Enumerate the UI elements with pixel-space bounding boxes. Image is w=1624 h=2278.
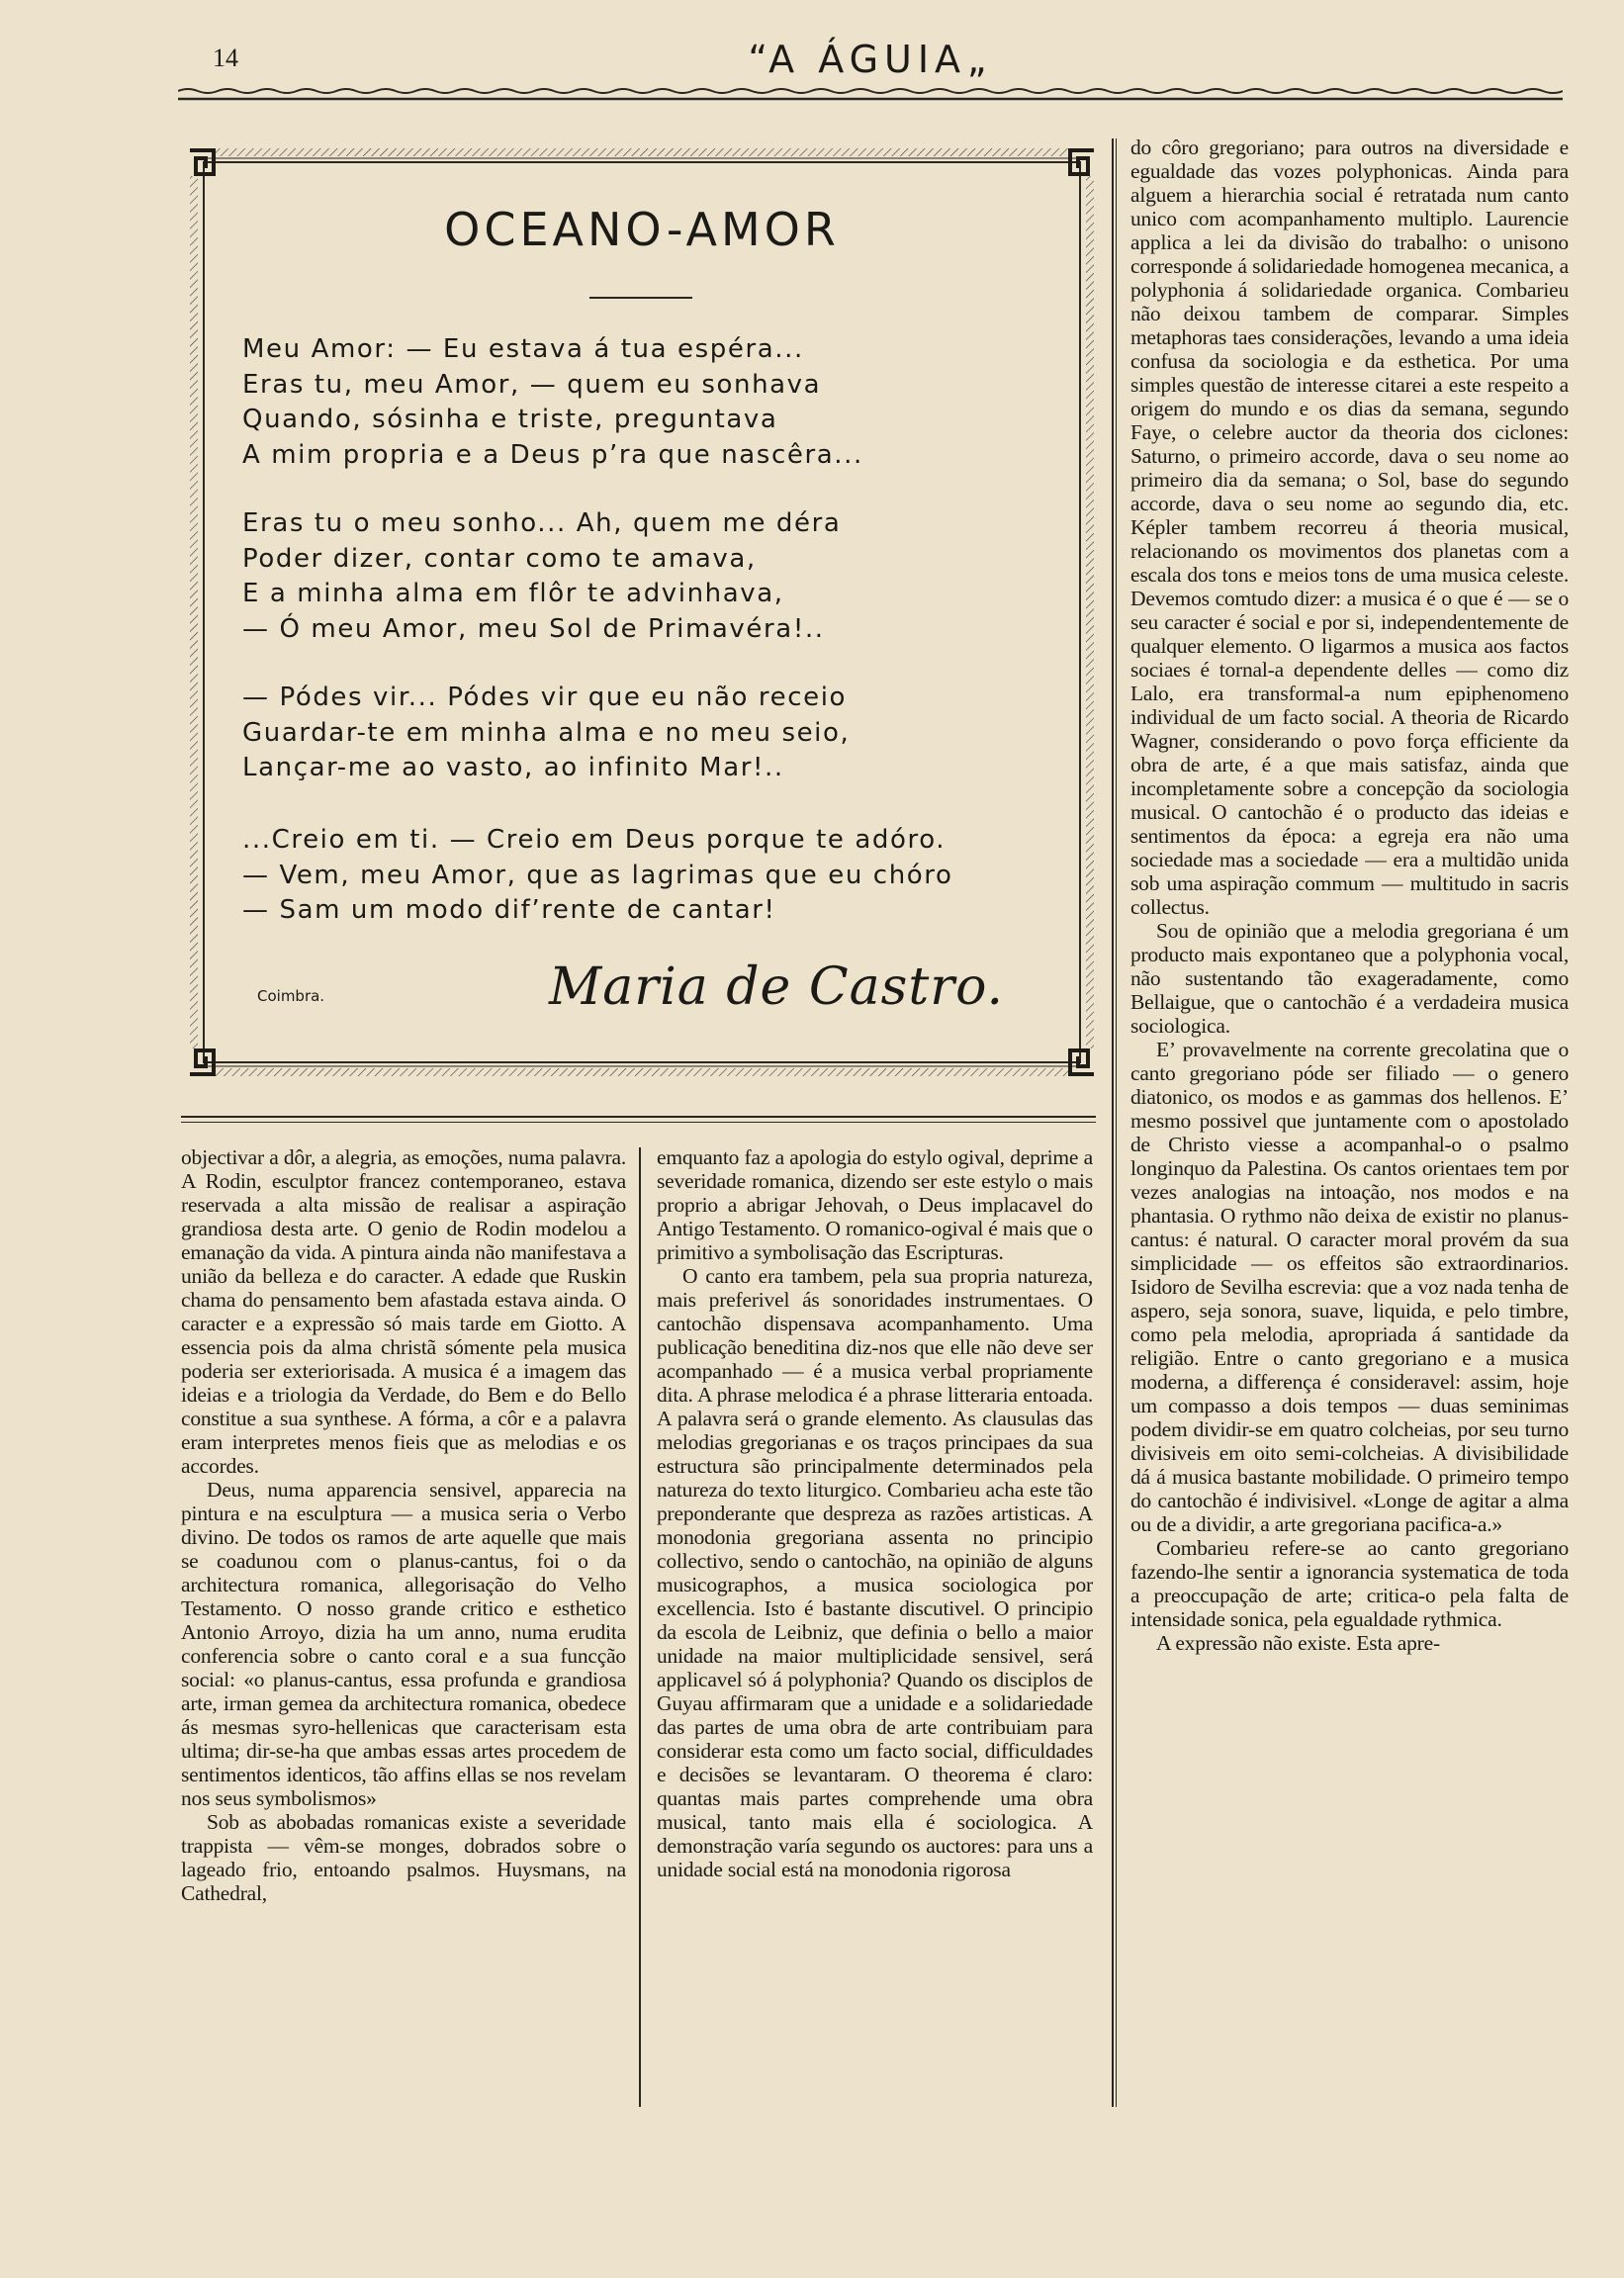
poem-stanza-4	[242, 823, 953, 929]
header-wavy-rule	[178, 85, 1563, 105]
poem-line: Poder dizer, contar como te amava,	[242, 543, 757, 574]
paragraph: E’ provavelmente na corrente grecolatina que o canto gregoriano póde ser filiado — o genero diatonico, os modos e as gammas dos hellenos. E’ mesmo possivel que juntamente com o apostolado de Christo viesse a acompanhal-o o psalmo longinquo da Palestina. Os cantos orientaes tem por vezes analogias na intoação, nos modos e na phantasia. O rythmo não deixa de existir no planus-cantus: é natural. O caracter moral provém da sua simplicidade — os effeitos são extraordinarios. Isidoro de Sevilha escrevia: que a voz nada tenha de aspero, seja sonora, suave, liquida, e pelo timbre, como pela melodia, apropriada á santidade da religião. Entre o canto gregoriano e a musica moderna, a differença é consideravel: assim, hoje um compasso a dois tempos — duas seminimas podem dividir-se em quatro colcheias, por seu turno divisiveis em oito semi-colcheias. A divisibilidade dá á musica bastante mobilidade. O primeiro tempo do cantochão é indivisivel. «Longe de agitar a alma ou de a dividir, a arte gregoriana pacifica-a.»	[1130, 1038, 1569, 1536]
paragraph: Combarieu refere-se ao canto gregoriano fazendo-lhe sentir a ignorancia systematica de toda a preoccupação de arte; critica-o pela falta de intensidade sonica, pela egualdade rythmica.	[1130, 1536, 1569, 1631]
poem-line: Guardar-te em minha alma e no meu seio,	[242, 717, 851, 748]
paragraph: do côro gregoriano; para outros na diversidade e egualdade das vozes polyphonicas. Ainda para alguem a hierarchia social é retratada num canto unico com acompanhamento multiplo. Laurencie applica a lei da divisão do trabalho: o unisono corresponde á solidariedade homogenea mecanica, a polyphonia á solidariedade organica. Combarieu não deixou tambem de comparar. Simples metaphoras taes considerações, levando a uma ideia confusa da sociologia e da esthetica. Por uma simples questão de interesse citarei a este respeito a origem do mundo e os dias da semana, segundo Faye, o celebre auctor da theoria dos ciclones: Saturno, o primeiro accorde, dava o seu nome ao primeiro dia da semana; o Sol, base do segundo accorde, dava o seu nome ao segundo dia, etc. Képler tambem recorreu á theoria musical, relacionando os movimentos dos planetas com a escala dos tons e meios tons de uma musica celeste. Devemos comtudo dizer: a musica é o que é — se o seu caracter é social e por si, independentemente de qualquer elemento. O ligarmos a musica aos factos sociaes é tornal-a dependente delles — como diz Lalo, era transformal-a num epiphenomeno individual de um facto social. A theoria de Ricardo Wagner, considerando o povo força efficiente da obra de arte, é a que mais satisfaz, ainda que incompletamente sobre a concepção da sociologia musical. O cantochão é o producto das ideias e sentimentos da época: a egreja era não uma sociedade mas a sociedade — era a multidão unida sob uma aspiração commum — multitudo in sacris collectus.	[1130, 136, 1569, 919]
column-rule-2	[1112, 138, 1114, 2107]
paragraph: Deus, numa apparencia sensivel, apparecia na pintura e na esculptura — a musica seria o Verbo divino. De todos os ramos de arte aquelle que mais se coadunou com o planus-cantus, foi o da architectura romanica, allegorisação do Velho Testamento. O nosso grande critico e esthetico Antonio Arroyo, dizia ha um anno, numa erudita conferencia sobre o canto coral e a sua funcção social: «o planus-cantus, essa profunda e grandiosa arte, irman gemea da architectura romanica, obedece ás mesmas syro-hellenicas que caracterisam esta ultima; dir-se-ha que ambas essas artes procedem de sentimentos identicos, tão affins ellas se nos revelam nos seus symbolismos»	[181, 1478, 626, 1810]
paragraph: O canto era tambem, pela sua propria natureza, mais preferivel ás sonoridades instrumentaes. O cantochão dispensava acompanhamento. Uma publicação beneditina diz-nos que elle não deve ser acompanhado — é a musica verbal propriamente dita. A phrase melodica é a phrase litteraria entoada. A palavra será o grande elemento. As clausulas das melodias gregorianas e os traços principaes da sua estructura são principalmente determinados pela natureza do texto liturgico. Combarieu acha este tão preponderante que despreza as razões artisticas. A monodonia gregoriana assenta no principio collectivo, sendo o cantochão, na opinião de alguns musicographos, a musica sociologica por excellencia. Isto é bastante discutivel. O principio da escola de Leibniz, que definia o bello a maior unidade na maior multiplicidade sensivel, será applicavel só á polyphonia? Quando os disciplos de Guyau affirmaram que a unidade e a solidariedade das partes de uma obra de arte contribuiam para considerar esta como um facto social, difficuldades e decisões se levantaram. O theorema é claro: quantas mais partes comprehende uma obra musical, tanto mais ella é sociologica. A demonstração varía segundo os auctores: para uns a unidade social está na monodonia rigorosa	[657, 1264, 1093, 1881]
paragraph: A expressão não existe. Esta apre-	[1156, 1631, 1440, 1655]
column-rule-2b	[1116, 138, 1117, 2107]
poem-stanza-2	[242, 506, 841, 647]
section-rule-bottom	[181, 1122, 1096, 1123]
poem-line: — Vem, meu Amor, que as lagrimas que eu chóro	[242, 860, 953, 890]
poem-line: Meu Amor: — Eu estava á tua espéra...	[242, 334, 804, 364]
poem-line: — Ó meu Amor, meu Sol de Primavéra!..	[242, 613, 825, 644]
paragraph: objectivar a dôr, a alegria, as emoções, numa palavra. A Rodin, esculptor francez contemporaneo, estava reservada a alta missão de realisar a aspiração grandiosa desta arte. O genio de Rodin modelou a emanação da vida. A pintura ainda não manifestava a união da belleza e do caracter. A edade que Ruskin chama do pensamento bem afastada estava ainda. O caracter e a expressão só mais tarde em Giotto. A essencia pois da alma christã sómente pela musica poderia ser exteriorisada. A musica é a imagem das ideias e a triologia da Verdade, do Bem e do Bello constitue a sua synthese. A fórma, a côr e a palavra eram interpretes menos fieis que as melodias e os accordes.	[181, 1145, 626, 1478]
poem-place: Coimbra.	[257, 987, 325, 1005]
paragraph: Sob as abobadas romanicas existe a severidade trappista — vêm-se monges, dobrados sobre o lageado frio, entoando psalmos. Huysmans, na Cathedral,	[181, 1810, 626, 1905]
poem-title: OCEANO-AMOR	[444, 203, 840, 256]
poem-line: Eras tu o meu sonho... Ah, quem me déra	[242, 508, 842, 538]
text-column-3	[1130, 136, 1569, 1655]
title-divider	[589, 297, 692, 299]
poem-line: ...Creio em ti. — Creio em Deus porque te adóro.	[242, 825, 947, 855]
section-rule-top	[181, 1116, 1096, 1118]
poem-line: — Sam um modo dif’rente de cantar!	[242, 895, 776, 925]
page-number: 14	[213, 44, 238, 72]
poem-line: E a minha alma em flôr te advinhava,	[242, 579, 784, 608]
paragraph: emquanto faz a apologia do estylo ogival, deprime a severidade romanica, dizendo ser este estylo o mais proprio a abrigar Jehovah, o Deus implacavel do Antigo Testamento. O romanico-ogival é mais que o primitivo a symbolisação das Escripturas.	[657, 1145, 1093, 1264]
poem-line: Lançar-me ao vasto, ao infinito Mar!..	[242, 753, 784, 782]
poem-line: Eras tu, meu Amor, — quem eu sonhava	[242, 369, 822, 400]
poem-stanza-1	[242, 332, 863, 473]
running-title: “A ÁGUIA„	[748, 38, 993, 81]
poem-line: Quando, sósinha e triste, preguntava	[242, 405, 778, 434]
poem-stanza-3	[242, 681, 850, 786]
poem-line: A mim propria e a Deus p’ra que nascêra...	[242, 439, 863, 470]
text-column-1	[181, 1145, 626, 1905]
poem-line: — Pódes vir... Pódes vir que eu não receio	[242, 683, 848, 712]
paragraph: Sou de opinião que a melodia gregoriana é um producto mais expontaneo que a polyphonia vocal, não sustentando tão exageradamente, como Bellaigue, que o cantochão é a verdadeira musica sociologica.	[1130, 919, 1569, 1038]
column-rule-1	[639, 1147, 641, 2107]
author-signature: Maria de Castro.	[549, 957, 1005, 1017]
text-column-2	[657, 1145, 1093, 1881]
